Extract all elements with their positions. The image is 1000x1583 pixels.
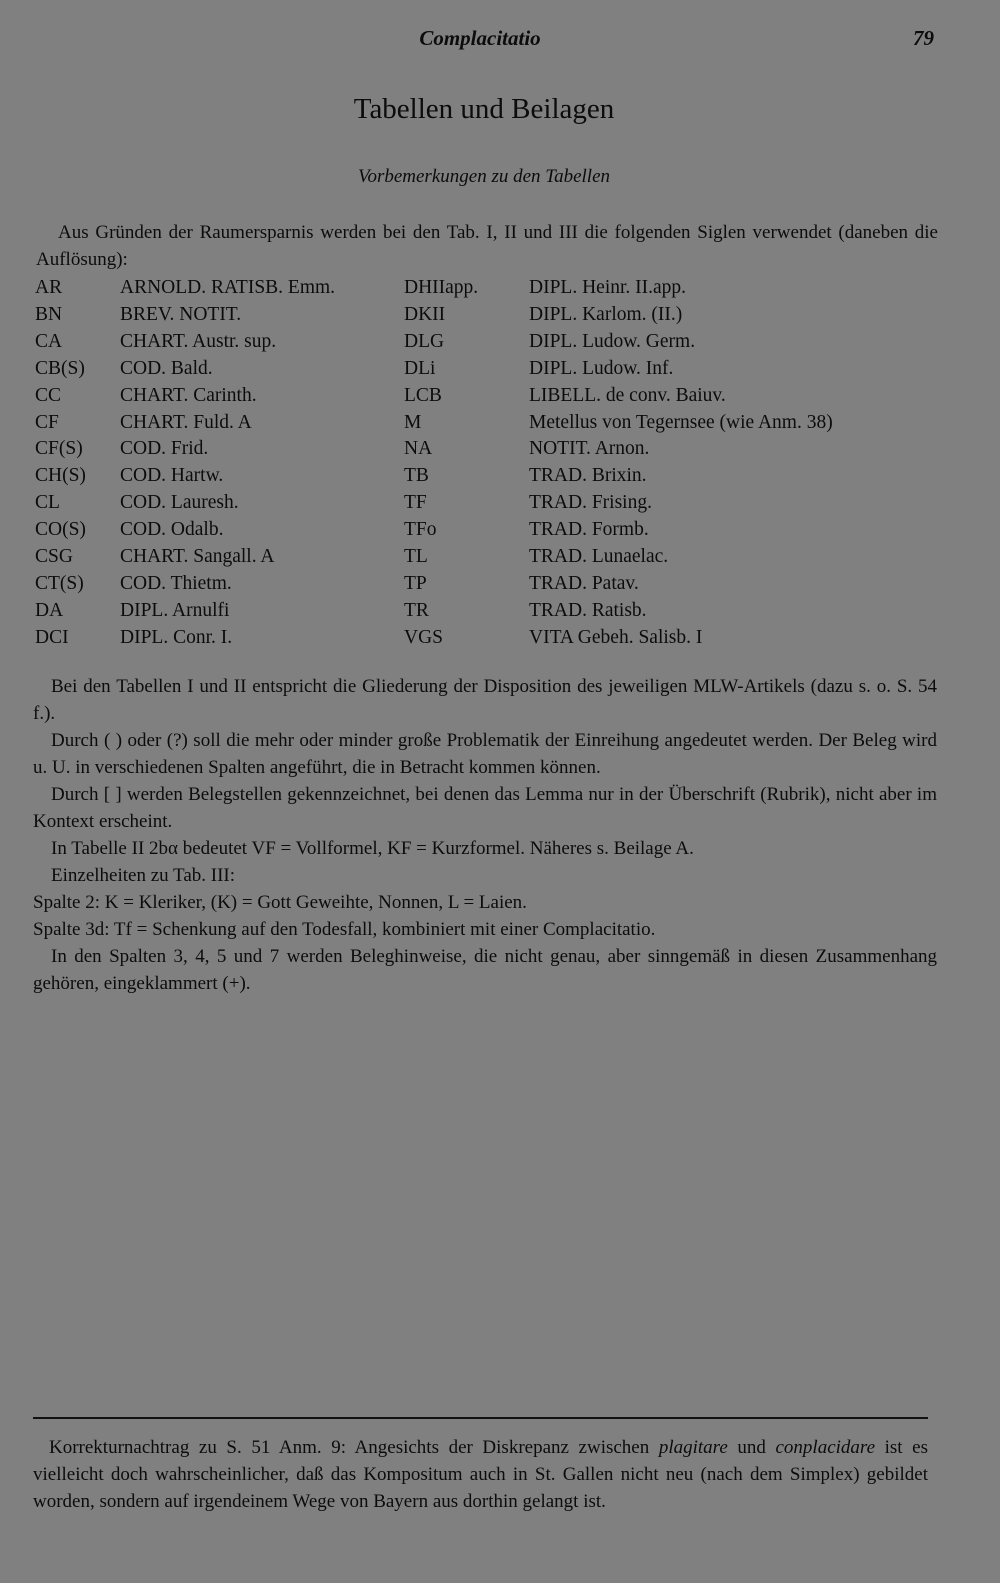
resolution-left: CHART. Austr. sup. [120, 330, 277, 352]
sigla-row [35, 329, 935, 356]
siglum-left: CO(S) [35, 519, 86, 541]
note-paragraph: In den Spalten 3, 4, 5 und 7 werden Beleghinweise, die nicht genau, aber sinngemäß in diesen Zusammenhang gehören, eingeklammert (+). [33, 946, 937, 994]
sigla-row [35, 302, 935, 329]
intro-paragraph: Aus Gründen der Raumersparnis werden bei den Tab. I, II und III die folgenden Siglen verwendet (daneben die Auflösung): [36, 222, 938, 270]
resolution-left: COD. Frid. [120, 438, 209, 460]
explanatory-notes [33, 673, 937, 997]
resolution-right: Metellus von Tegernsee (wie Anm. 38) [529, 411, 833, 433]
siglum-left: CL [35, 492, 60, 514]
resolution-left: COD. Lauresh. [120, 492, 239, 514]
siglum-right: TR [404, 599, 429, 621]
sigla-row [35, 383, 935, 410]
sigla-row [35, 436, 935, 463]
resolution-left: BREV. NOTIT. [120, 303, 242, 325]
note-paragraph: Bei den Tabellen I und II entspricht die Gliederung der Disposition des jeweiligen MLW-Artikels (dazu s. o. S. 54 f.). [33, 676, 937, 724]
footnote-separator [33, 1417, 928, 1419]
sigla-row [35, 463, 935, 490]
siglum-left: CSG [35, 546, 73, 568]
resolution-left: CHART. Fuld. A [120, 411, 252, 433]
footnote-text: Korrekturnachtrag zu S. 51 Anm. 9: Angesichts der Diskrepanz zwischen plagitare und conplacidare ist es vielleicht doch wahrscheinlicher, daß das Kompositum auch in St. Gallen nicht neu (nach dem Simplex) gebildet worden, sondern auf irgendeinem Wege von Bayern aus dorthin gelangt ist. [33, 1437, 928, 1512]
siglum-right: M [404, 411, 422, 433]
footnote [33, 1434, 928, 1515]
siglum-right: NA [404, 438, 433, 460]
siglum-left: CH(S) [35, 465, 86, 487]
siglum-left: CC [35, 384, 62, 406]
sigla-row [35, 356, 935, 383]
note-paragraph: Spalte 3d: Tf = Schenkung auf den Todesfall, kombiniert mit einer Complacitatio. [33, 919, 656, 940]
siglum-left: DA [35, 599, 64, 621]
running-head [0, 26, 1000, 56]
note-paragraph: Durch [ ] werden Belegstellen gekennzeichnet, bei denen das Lemma nur in der Überschrift (Rubrik), nicht aber im Kontext erscheint. [33, 784, 937, 832]
resolution-right: NOTIT. Arnon. [529, 438, 650, 460]
siglum-right: TB [404, 465, 429, 487]
siglum-right: TFo [404, 519, 437, 541]
resolution-right: DIPL. Karlom. (II.) [529, 303, 683, 325]
running-title: Complacitatio [419, 26, 541, 50]
siglum-right: DLG [404, 330, 445, 352]
resolution-left: CHART. Sangall. A [120, 546, 275, 568]
note-paragraph: Spalte 2: K = Kleriker, (K) = Gott Geweihte, Nonnen, L = Laien. [33, 892, 527, 913]
page-number: 79 [913, 26, 934, 50]
siglum-right: TL [404, 546, 428, 568]
note-paragraph: In Tabelle II 2bα bedeutet VF = Vollformel, KF = Kurzformel. Näheres s. Beilage A. [51, 838, 694, 859]
resolution-right: TRAD. Ratisb. [529, 599, 647, 621]
siglum-right: LCB [404, 384, 442, 406]
resolution-left: COD. Bald. [120, 357, 213, 379]
siglum-left: CT(S) [35, 572, 84, 594]
siglum-left: CB(S) [35, 357, 85, 379]
resolution-left: DIPL. Arnulfi [120, 599, 230, 621]
siglum-right: DLi [404, 357, 436, 379]
sigla-row [35, 544, 935, 571]
sigla-row [35, 625, 935, 652]
resolution-left: DIPL. Conr. I. [120, 626, 233, 648]
sigla-row [35, 598, 935, 625]
resolution-right: TRAD. Formb. [529, 519, 649, 541]
resolution-right: DIPL. Ludow. Germ. [529, 330, 696, 352]
siglum-left: DCI [35, 626, 69, 648]
resolution-right: DIPL. Ludow. Inf. [529, 357, 674, 379]
siglum-right: DKII [404, 303, 446, 325]
note-paragraph: Einzelheiten zu Tab. III: [51, 865, 236, 886]
sigla-row [35, 571, 935, 598]
resolution-left: COD. Hartw. [120, 465, 224, 487]
sigla-row [35, 517, 935, 544]
sigla-row [35, 410, 935, 437]
section-title: Tabellen und Beilagen [353, 93, 615, 125]
siglum-right: VGS [404, 626, 444, 648]
subsection-title: Vorbemerkungen zu den Tabellen [357, 166, 611, 187]
resolution-right: DIPL. Heinr. II.app. [529, 277, 687, 298]
siglum-right: DHIIapp. [404, 277, 479, 298]
siglum-right: TF [404, 492, 427, 514]
sigla-row [35, 490, 935, 517]
resolution-right: LIBELL. de conv. Baiuv. [529, 384, 726, 406]
sigla-table [35, 275, 935, 652]
resolution-right: TRAD. Lunaelac. [529, 546, 669, 568]
siglum-right: TP [404, 572, 427, 594]
resolution-left: COD. Odalb. [120, 519, 224, 541]
resolution-right: VITA Gebeh. Salisb. I [529, 626, 703, 648]
siglum-left: AR [35, 277, 63, 298]
resolution-left: CHART. Carinth. [120, 384, 257, 406]
siglum-left: CF(S) [35, 438, 83, 460]
resolution-right: TRAD. Patav. [529, 572, 639, 594]
resolution-left: ARNOLD. RATISB. Emm. [120, 277, 336, 298]
note-paragraph: Durch ( ) oder (?) soll die mehr oder minder große Problematik der Einreihung angedeutet werden. Der Beleg wird u. U. in verschiedenen Spalten angeführt, die in Betracht kommen können. [33, 730, 937, 778]
resolution-right: TRAD. Frising. [529, 492, 652, 514]
resolution-left: COD. Thietm. [120, 572, 232, 594]
sigla-row [35, 275, 935, 302]
footnote-term-plagitare: plagitare [658, 1437, 728, 1458]
siglum-left: CA [35, 330, 63, 352]
footnote-term-conplacidare: conplacidare [775, 1437, 876, 1458]
resolution-right: TRAD. Brixin. [529, 465, 647, 487]
siglum-left: CF [35, 411, 59, 433]
siglum-left: BN [35, 303, 63, 325]
